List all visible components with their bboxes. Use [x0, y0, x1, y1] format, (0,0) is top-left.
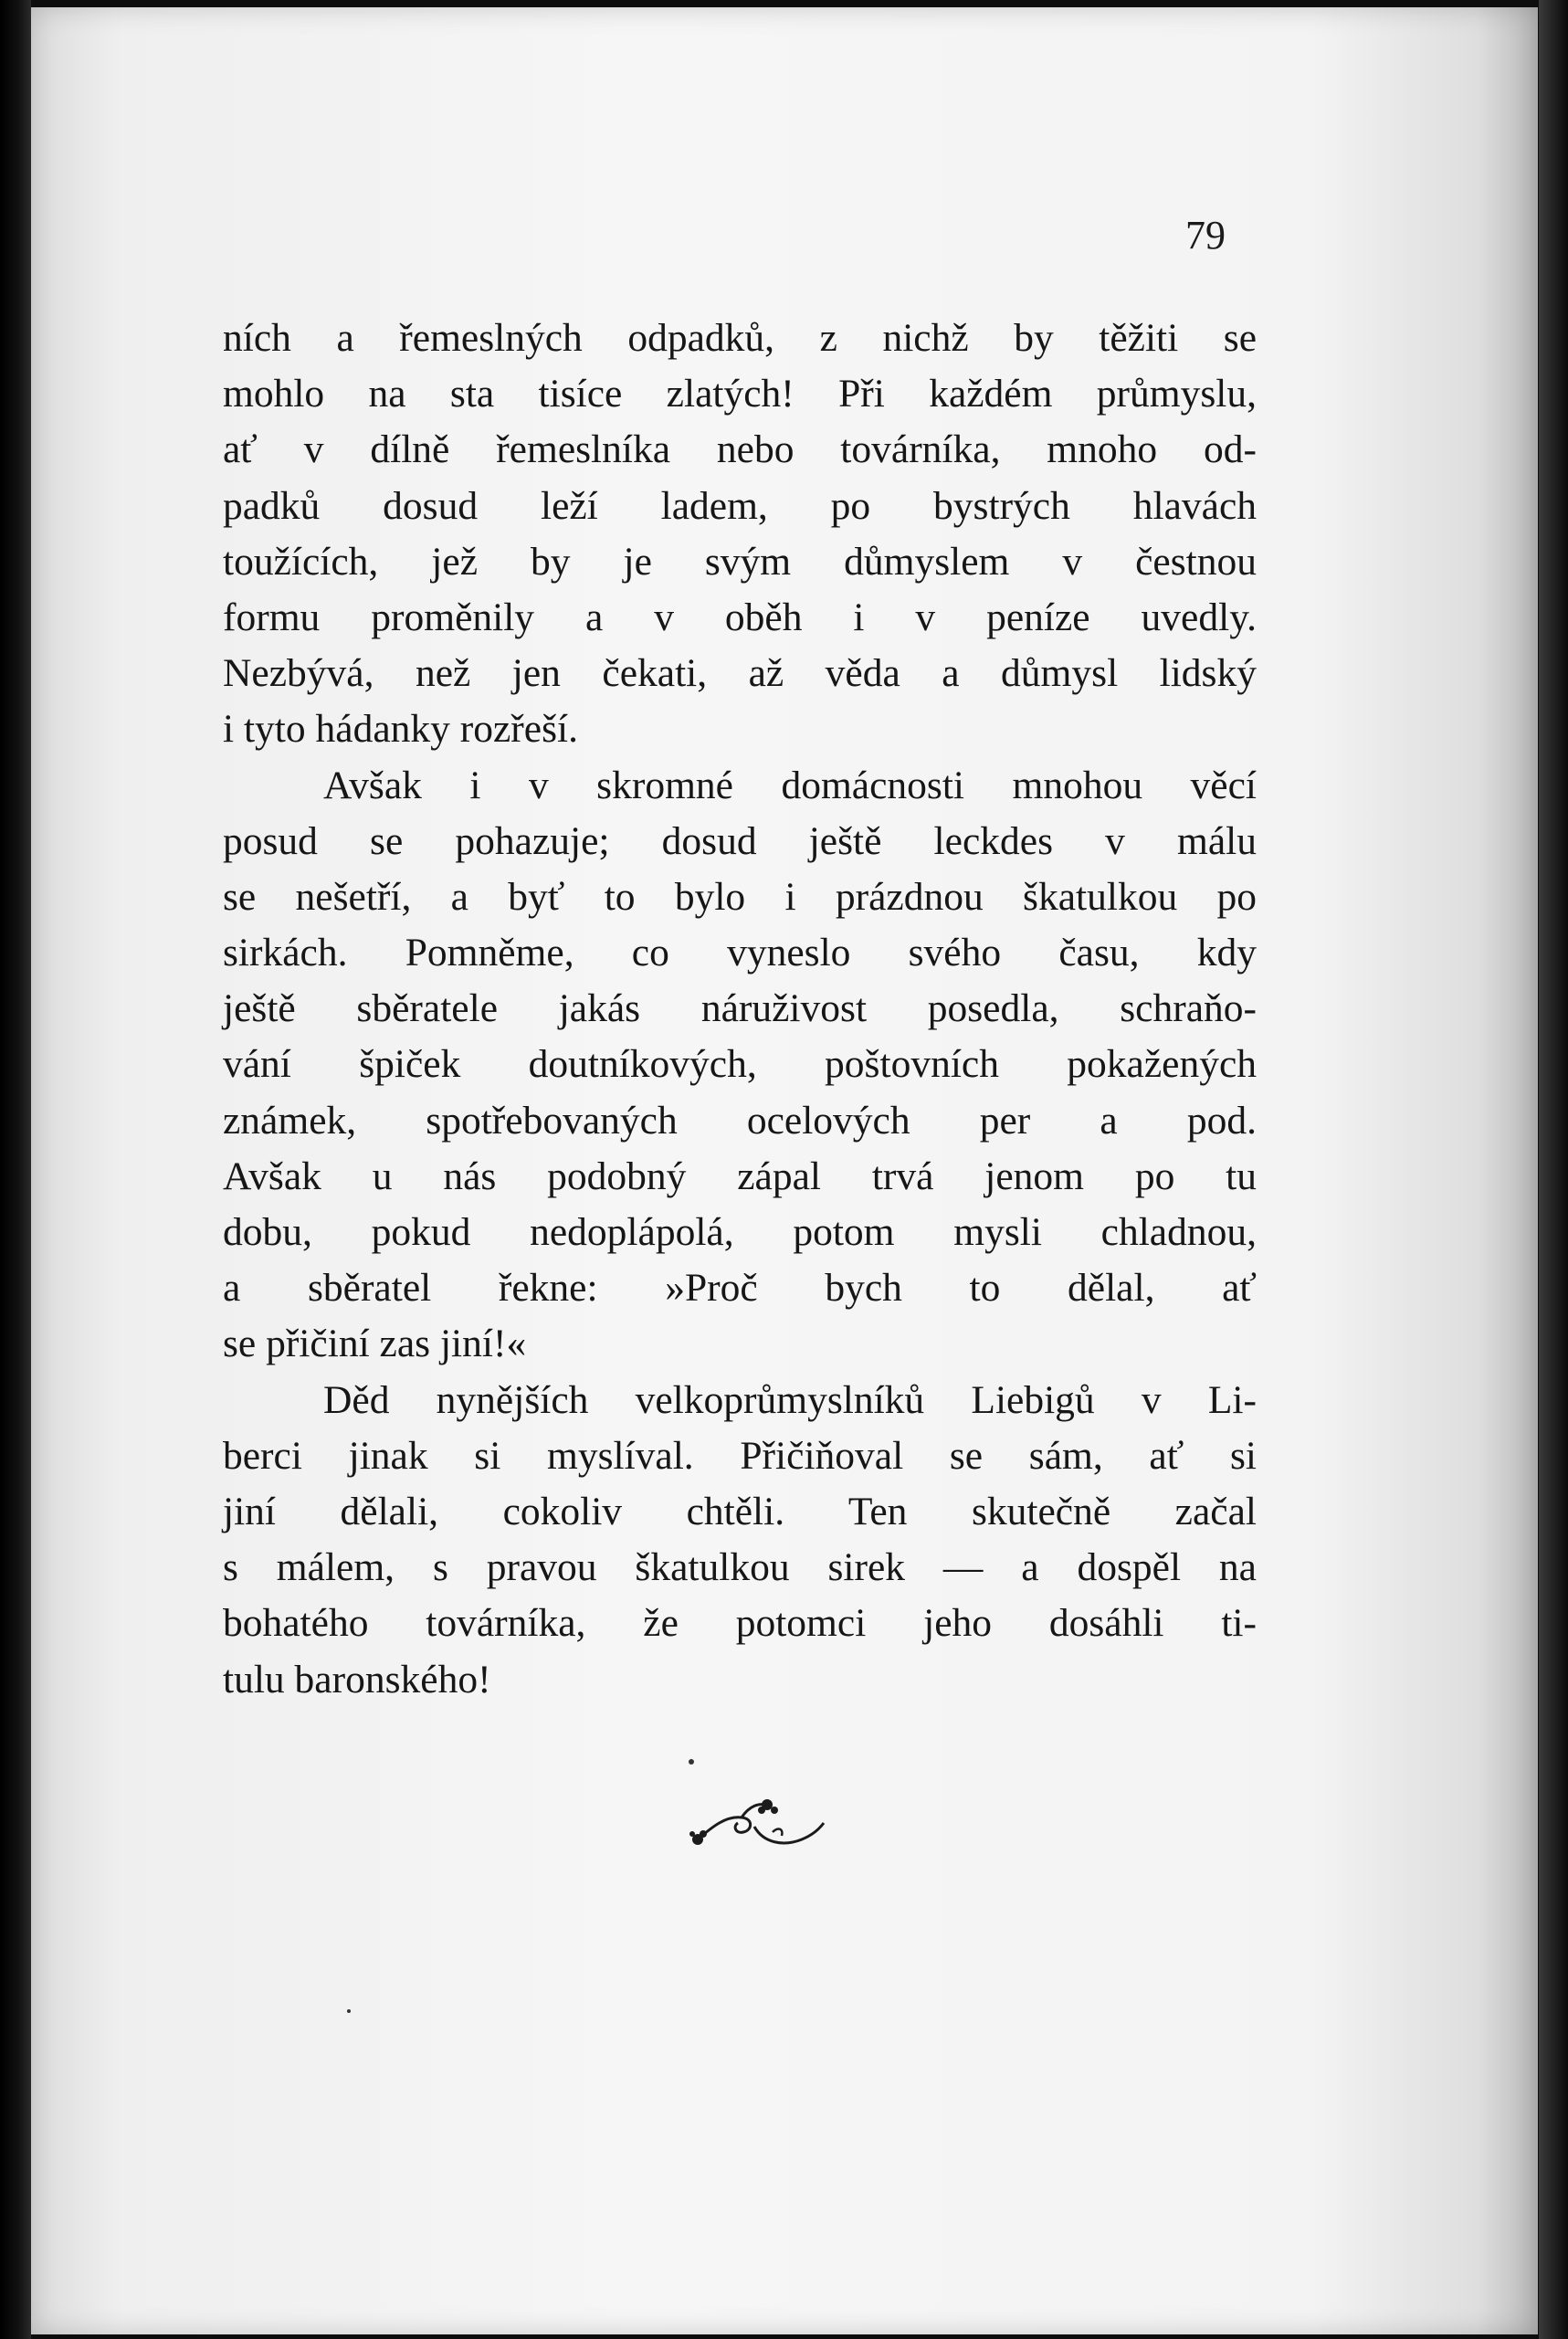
text-line: ať v dílně řemeslníka nebo továrníka, mnoho od-	[223, 427, 1257, 472]
stray-dot	[347, 2009, 351, 2013]
text-line: toužících, jež by je svým důmyslem v čestnou	[223, 539, 1257, 584]
floral-ornament-icon	[685, 1790, 831, 1863]
page-edge-shadow	[1539, 0, 1568, 2339]
text-line: ních a řemeslných odpadků, z nichž by těžiti se	[223, 316, 1257, 360]
text-line: Avšak i v skromné domácnosti mnohou věcí	[323, 763, 1257, 807]
text-line: ještě sběratele jakás náruživost posedla, schraňo-	[223, 986, 1257, 1031]
text-line: Avšak u nás podobný zápal trvá jenom po tu	[223, 1154, 1257, 1198]
text-line: berci jinak si myslíval. Přičiňoval se sám, ať si	[223, 1433, 1257, 1478]
body-text	[223, 311, 1257, 1708]
paragraph-2	[223, 758, 1257, 1373]
text-line: Nezbývá, než jen čekati, až věda a důmysl lidský	[223, 651, 1257, 696]
text-line: posud se pohazuje; dosud ještě leckdes v málu	[223, 818, 1257, 863]
book-spine-shadow	[0, 0, 31, 2339]
text-line: Děd nynějších velkoprůmyslníků Liebigů v Li-	[323, 1377, 1257, 1422]
paragraph-3	[223, 1373, 1257, 1708]
text-line: bohatého továrníka, že potomci jeho dosáhli ti-	[223, 1601, 1257, 1646]
text-line: padků dosud leží ladem, po bystrých hlavách	[223, 483, 1257, 528]
text-line: dobu, pokud nedoplápolá, potom mysli chladnou,	[223, 1210, 1257, 1254]
text-line: známek, spotřebovaných ocelových per a pod.	[223, 1098, 1257, 1143]
text-line: se nešetří, a byť to bylo i prázdnou škatulkou po	[223, 874, 1257, 919]
stray-dot	[689, 1759, 694, 1765]
text-line: jiní dělali, cokoliv chtěli. Ten skutečně začal	[223, 1489, 1257, 1533]
page-number: 79	[1185, 213, 1226, 258]
text-line: vání špiček doutníkových, poštovních pokažených	[223, 1042, 1257, 1087]
paragraph-1	[223, 311, 1257, 758]
text-line: se přičiní zas jiní!«	[223, 1322, 527, 1366]
text-line: sirkách. Pomněme, co vyneslo svého času, kdy	[223, 931, 1257, 975]
text-line: i tyto hádanky rozřeší.	[223, 707, 578, 752]
text-line: a sběratel řekne: »Proč bych to dělal, ať	[223, 1266, 1257, 1311]
text-line: mohlo na sta tisíce zlatých! Při každém průmyslu,	[223, 372, 1257, 416]
text-line: s málem, s pravou škatulkou sirek — a dospěl na	[223, 1545, 1257, 1590]
text-line: tulu baronského!	[223, 1657, 491, 1702]
text-line: formu proměnily a v oběh i v peníze uvedly.	[223, 595, 1257, 639]
